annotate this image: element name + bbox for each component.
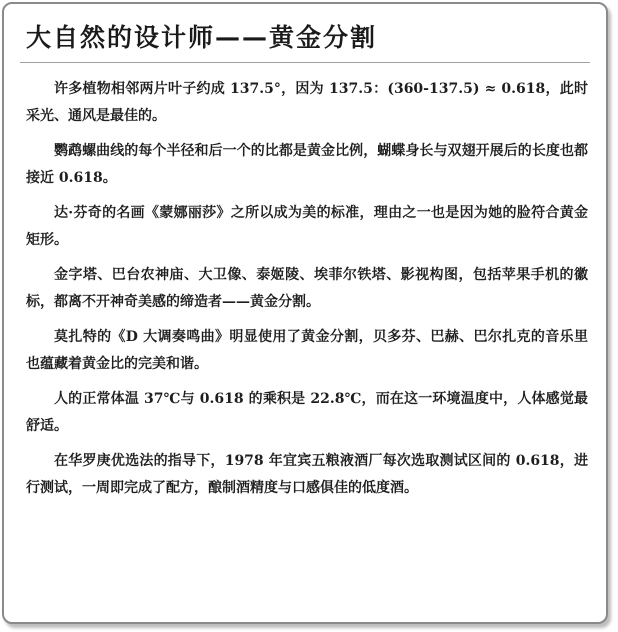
title-divider [20,62,590,63]
paragraph-body-temperature: 人的正常体温 37℃与 0.618 的乘积是 22.8℃，而在这一环境温度中，人体感觉最舒适。 [26,391,588,434]
paragraph-music: 莫扎特的《D 大调奏鸣曲》明显使用了黄金分割，贝多芬、巴赫、巴尔扎克的音乐里也蕴藏着黄金比的完美和谐。 [26,329,588,372]
article-frame [2,2,608,624]
paragraph-optimization: 在华罗庚优选法的指导下，1978 年宜宾五粮液酒厂每次选取测试区间的 0.618，进行测试，一周即完成了配方，酿制酒精度与口感俱佳的低度酒。 [26,453,588,496]
paragraph-mona-lisa: 达·芬奇的名画《蒙娜丽莎》之所以成为美的标准，理由之一也是因为她的脸符合黄金矩形。 [26,205,588,248]
article-body [26,76,588,510]
paragraph-leaf-angle: 许多植物相邻两片叶子约成 137.5°，因为 137.5：(360-137.5) ≈ 0.618，此时采光、通风是最佳的。 [26,81,588,124]
paragraph-nautilus: 鹦鹉螺曲线的每个半径和后一个的比都是黄金比例，蝴蝶身长与双翅开展后的长度也都接近 0.618。 [26,143,588,186]
article-title: 大自然的设计师——黄金分割 [26,23,378,52]
paragraph-architecture: 金字塔、巴台农神庙、大卫像、泰姬陵、埃菲尔铁塔、影视构图，包括苹果手机的徽标，都离不开神奇美感的缔造者——黄金分割。 [26,267,588,310]
